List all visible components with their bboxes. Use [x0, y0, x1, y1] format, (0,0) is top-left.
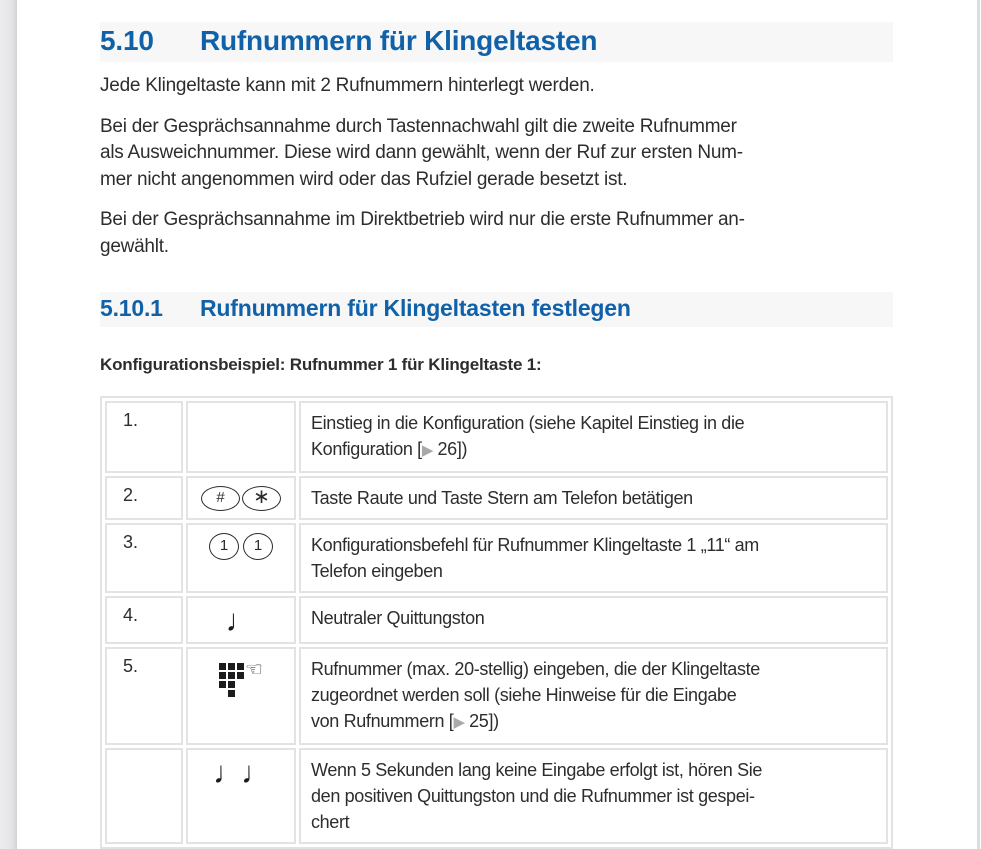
table-row	[105, 401, 888, 473]
text-line: gewählt.	[100, 235, 169, 257]
table-row	[105, 523, 888, 593]
page-edge-strip	[0, 0, 17, 849]
text-line: Rufnummer (max. 20-stellig) eingeben, die der Klingeltaste	[311, 659, 760, 679]
page-ref-arrow-icon: ▶	[421, 443, 433, 459]
page-ref-link[interactable]: ▶ 25	[453, 711, 489, 731]
step-number-cell: 1.	[105, 401, 183, 473]
section-heading	[100, 22, 893, 62]
step-number-cell: 2.	[105, 476, 183, 520]
keypad-hand-icon	[219, 661, 263, 697]
text-line: zugeordnet werden soll (siehe Hinweise für die Eingabe	[311, 685, 737, 705]
quarter-note-icon: ♩	[225, 603, 257, 638]
icon-cell	[186, 647, 296, 745]
section-number: 5.10	[100, 25, 154, 56]
text-line: Taste Raute und Taste Stern am Telefon betätigen	[311, 488, 693, 508]
icon-cell	[186, 476, 296, 520]
text-line: Einstieg in die Konfiguration (siehe Kapitel Einstieg in die	[311, 413, 745, 433]
keypad-icon	[219, 663, 244, 697]
hash-key-icon: #	[201, 486, 240, 511]
step-text-cell	[299, 596, 888, 644]
intro-paragraph-3	[100, 207, 893, 260]
subsection-number: 5.10.1	[100, 295, 163, 321]
subsection-title: Rufnummern für Klingeltasten festlegen	[200, 295, 631, 321]
double-note-icon: ♩♩	[213, 755, 269, 790]
step-text-cell	[299, 401, 888, 473]
text-line: Wenn 5 Sekunden lang keine Eingabe erfolgt ist, hören Sie	[311, 760, 763, 780]
one-key-icon: 1	[243, 533, 273, 560]
text-line: als Ausweichnummer. Diese wird dann gewählt, wenn der Ruf zur ersten Num-	[100, 142, 743, 163]
pointing-hand-icon: ☜	[245, 659, 263, 681]
text-line: Bei der Gesprächsannahme im Direktbetrieb wird nur die erste Rufnummer an-	[100, 209, 745, 230]
icon-cell	[186, 523, 296, 593]
text-line: den positiven Quittungston und die Rufnummer ist gespei-	[311, 786, 755, 806]
text-line: von Rufnummern [▶ 25])	[311, 711, 499, 731]
step-text-cell	[299, 476, 888, 520]
table-row	[105, 596, 888, 644]
page-right-edge	[977, 0, 980, 849]
icon-cell	[186, 596, 296, 644]
text-line: Telefon eingeben	[311, 561, 443, 581]
page-content	[100, 0, 893, 849]
section-title: Rufnummern für Klingeltasten	[200, 25, 598, 56]
icon-cell	[186, 401, 296, 473]
steps-table	[100, 396, 893, 849]
text-line: mer nicht angenommen wird oder das Rufziel gerade besetzt ist.	[100, 168, 628, 190]
table-row	[105, 647, 888, 745]
one-key-icon: 1	[209, 533, 239, 560]
page-ref-arrow-icon: ▶	[453, 715, 465, 731]
step-text-cell	[299, 748, 888, 844]
intro-paragraph-2	[100, 114, 893, 194]
step-number-cell	[105, 748, 183, 844]
table-row	[105, 476, 888, 520]
text-line: Neutraler Quittungston	[311, 608, 485, 628]
subsection-heading	[100, 292, 893, 327]
text-line: Konfiguration [▶ 26])	[311, 439, 468, 459]
text-line: Jede Klingeltaste kann mit 2 Rufnummern hinterlegt werden.	[100, 75, 595, 96]
step-number-cell: 5.	[105, 647, 183, 745]
icon-cell	[186, 748, 296, 844]
star-key-icon: ∗	[242, 486, 281, 511]
text-line: chert	[311, 812, 350, 832]
text-line: Bei der Gesprächsannahme durch Tastennachwahl gilt die zweite Rufnummer	[100, 115, 737, 137]
step-text-cell	[299, 647, 888, 745]
config-example-label: Konfigurationsbeispiel: Rufnummer 1 für Klingeltaste 1:	[100, 355, 542, 374]
text-line: Konfigurationsbefehl für Rufnummer Klingeltaste 1 „11“ am	[311, 535, 759, 555]
page-ref-link[interactable]: ▶ 26	[421, 439, 457, 459]
step-number-cell: 3.	[105, 523, 183, 593]
table-row	[105, 748, 888, 844]
intro-paragraph-1	[100, 73, 893, 100]
step-text-cell	[299, 523, 888, 593]
step-number-cell: 4.	[105, 596, 183, 644]
